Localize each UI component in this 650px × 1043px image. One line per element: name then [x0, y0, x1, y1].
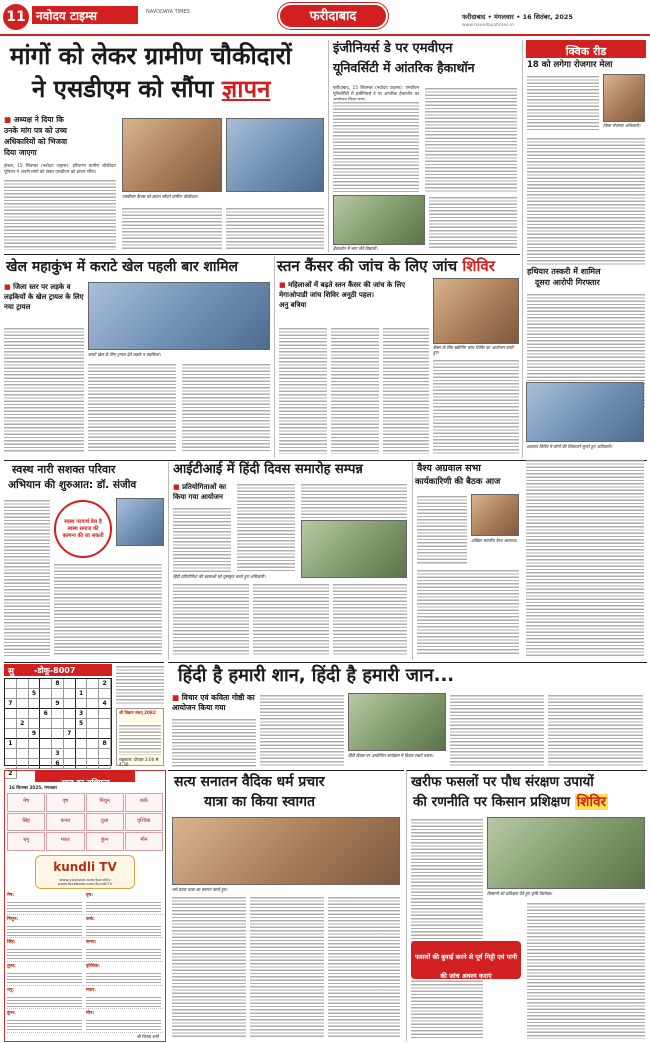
sudoku-cell: 8	[52, 679, 64, 689]
sudoku-cell	[17, 759, 29, 769]
quick-read-story1-body	[527, 74, 599, 132]
sudoku-cell: 4	[99, 699, 111, 709]
lead-subhead	[4, 114, 118, 158]
rashi-list-item	[7, 893, 84, 915]
sudoku-cell	[76, 699, 88, 709]
sudoku-cell	[87, 759, 99, 769]
rashi-name: मीन:	[86, 1011, 95, 1017]
sudoku-cell	[64, 719, 76, 729]
camp-body	[526, 458, 644, 656]
karate-body-2	[88, 362, 176, 452]
iit-body-1	[173, 506, 231, 572]
sudoku-cell	[64, 739, 76, 749]
sudoku-cell: 9	[52, 699, 64, 709]
rashi-text-lines	[7, 1018, 82, 1031]
quick-read-story1-body2	[527, 136, 645, 266]
sudoku-cell	[5, 729, 17, 739]
lead-byline: होडल, 15 सितम्बर (नवोदय टाइम्स): हरियाणा ग्रामीण चौकीदार यूनियन ने अपनी मांगों को लेकर एसडीएम को ज्ञापन सौंपा।	[4, 164, 116, 175]
rashi-name: धनु:	[7, 987, 15, 993]
masthead	[0, 0, 650, 36]
vaishya-story	[412, 462, 520, 660]
rashi-list-item	[86, 893, 163, 915]
divider-lower	[4, 662, 164, 663]
cancer-body-1	[279, 326, 327, 454]
lead-body-col2	[122, 206, 222, 250]
rashi-list-item	[86, 964, 163, 986]
rashi-list-item	[7, 964, 84, 986]
rashifal-footer: श्री विजय शर्मा	[136, 1034, 159, 1039]
rashi-cell: तुला	[86, 813, 124, 832]
sudoku-cell	[76, 679, 88, 689]
sudoku-block	[4, 664, 166, 777]
swasthya-body-1	[4, 498, 50, 656]
sudoku-cell	[64, 699, 76, 709]
sudoku-cell	[87, 709, 99, 719]
kundli-facebook[interactable]: www.facebook.com/KundliTV	[57, 881, 113, 886]
sudoku-cell: 7	[5, 699, 17, 709]
rashi-text-lines	[86, 995, 161, 1008]
kisan-headline-2	[413, 795, 608, 810]
quick-read-story1-title: 18 को लगेगा रोजगार मेला	[527, 60, 613, 70]
lead-photo-2	[226, 118, 324, 192]
lead-photo-caption: एसडीएम कैंपस को ज्ञापन सौंपते ग्रामीण चौकीदार।	[122, 194, 198, 199]
sudoku-cell	[17, 749, 29, 759]
sudoku-cell	[87, 699, 99, 709]
swasthya-quote-text: स्वस्थ परमार्थ डेस है स्वस्थ समाज की कल्पना की जा सकती	[62, 518, 104, 539]
officer-caption: जिला रोजगार अधिकारी।	[603, 123, 641, 128]
sudoku-cell	[99, 749, 111, 759]
quick-read-story2-title1: हथियार तस्करी में शामिल	[527, 267, 601, 276]
sudoku-cell	[64, 689, 76, 699]
hackathon-byline: फरीदाबाद, 15 सितम्बर (नवोदय टाइम्स): एमवीएन यूनिवर्सिटी में इंजीनियर्स डे पर आंतरिक हैकाथॉन का	[333, 86, 419, 97]
sudoku-cell: 2	[5, 769, 17, 779]
sudoku-cell	[5, 749, 17, 759]
sudoku-title: -डोकू-8007	[34, 666, 76, 675]
lead-story	[4, 40, 326, 252]
sudoku-cell: 6	[40, 709, 52, 719]
hackathon-body-3	[429, 195, 517, 250]
rashi-list-item	[7, 988, 84, 1010]
sudoku-cell	[5, 719, 17, 729]
rashi-name: मिथुन:	[7, 916, 19, 922]
sudoku-cell: 3	[76, 709, 88, 719]
rashi-text-lines	[7, 995, 82, 1008]
hackathon-photo	[333, 195, 425, 245]
hindi-day-story	[168, 662, 647, 768]
rashi-cell: वृश्चिक	[125, 813, 163, 832]
sudoku-cell	[87, 749, 99, 759]
sudoku-cell	[40, 689, 52, 699]
sudoku-cell	[17, 679, 29, 689]
brand-block	[32, 6, 138, 24]
rashi-name: मकर:	[86, 987, 96, 993]
rashi-list-item	[7, 1011, 84, 1033]
sudoku-cell	[29, 759, 41, 769]
sudoku-cell	[99, 759, 111, 769]
hackathon-headline-2: यूनिवर्सिटी में आंतरिक हैकाथॉन	[333, 60, 475, 75]
lead-body-col3	[226, 206, 324, 250]
karate-body-3	[182, 362, 270, 452]
sudoku-instructions	[116, 664, 164, 704]
sudoku-cell	[52, 719, 64, 729]
calendar-box	[116, 708, 164, 766]
iit-body-2	[237, 482, 295, 572]
iit-subhead: ■ प्रतियोगिताओं का किया गया आयोजन	[173, 483, 227, 501]
hindi-day-photo	[348, 693, 446, 751]
sudoku-cell	[87, 739, 99, 749]
sudoku-cell	[40, 759, 52, 769]
rashi-name: कुंभ:	[7, 1011, 16, 1017]
cancer-headline-main: स्तन कैंसर की जांच के लिए जांच	[277, 257, 463, 275]
rahukal: राहुकाल: दोपहर 3:00 से 4:30	[119, 757, 159, 767]
officer-photo	[603, 74, 645, 122]
calendar-title: श्री विक्रम संवत् 2082	[119, 710, 156, 715]
rashi-cell: कन्या	[46, 813, 84, 832]
vaishya-body-2	[417, 568, 519, 656]
dateline: फरीदाबाद • मंगलवार • 16 सितंबर, 2025	[462, 13, 573, 21]
sudoku-cell: 9	[29, 729, 41, 739]
kisan-body-2	[527, 901, 645, 1039]
sudoku-grid	[4, 678, 112, 777]
karate-headline: खेल महाकुंभ में कराटे खेल पहली बार शामिल	[6, 259, 239, 275]
hindi-day-body-4	[548, 693, 643, 767]
lead-headline-line2	[32, 76, 270, 102]
cancer-story	[274, 256, 520, 458]
iit-body-5	[253, 582, 329, 656]
satya-body-1	[172, 895, 246, 1039]
rashi-text-lines	[86, 900, 161, 913]
divider-karate	[4, 254, 520, 255]
sudoku-cell: 5	[29, 689, 41, 699]
sudoku-cell	[64, 759, 76, 769]
sudoku-cell	[64, 749, 76, 759]
sudoku-cell: 1	[5, 739, 17, 749]
sudoku-cell	[99, 689, 111, 699]
sudoku-cell	[87, 729, 99, 739]
iit-body-3	[301, 482, 407, 518]
rashi-cell: मीन	[125, 832, 163, 851]
iit-body-6	[333, 582, 407, 656]
swasthya-headline-2: अभियान की शुरुआत: डॉ. संजीव	[8, 479, 137, 491]
lead-photo-1	[122, 118, 222, 192]
sudoku-cell	[29, 709, 41, 719]
sudoku-header	[4, 664, 112, 676]
satya-headline-1: सत्य सनातन वैदिक धर्म प्रचार	[174, 774, 325, 790]
sudoku-cell	[40, 739, 52, 749]
hindi-day-body-2	[260, 693, 344, 767]
sudoku-cell: 2	[99, 679, 111, 689]
hindi-day-body-1	[172, 717, 256, 767]
sudoku-cell	[52, 689, 64, 699]
sudoku-cell	[5, 679, 17, 689]
sudoku-cell	[29, 699, 41, 709]
cancer-headline-highlight: शिविर	[462, 257, 495, 275]
sudoku-cell	[29, 739, 41, 749]
vaishya-caption: अखिल भारतीय वैश्य अग्रवाल।	[471, 538, 518, 543]
camp-caption: अदालत शिविर में लोगों की शिकायतें सुनते हुए अधिकारी।	[526, 444, 613, 449]
sudoku-cell	[29, 749, 41, 759]
sudoku-cell	[17, 739, 29, 749]
rashi-text-lines	[86, 924, 161, 937]
sudoku-cell	[87, 719, 99, 729]
rashi-list-item	[7, 917, 84, 939]
cancer-subhead-2: अनु बत्रिया	[279, 301, 307, 309]
cancer-headline	[277, 258, 495, 275]
sudoku-cell	[40, 719, 52, 729]
sudoku-cell	[5, 689, 17, 699]
rashi-grid	[7, 793, 163, 851]
rashi-name: वृष:	[86, 893, 94, 898]
swasthya-headline-1: स्वस्थ नारी सशक्त परिवार	[12, 463, 116, 476]
vaishya-headline-2: कार्यकारिणी की बैठक आज	[415, 477, 501, 487]
sudoku-cell: 2	[17, 719, 29, 729]
rashi-list-item	[86, 988, 163, 1010]
sudoku-cell	[76, 729, 88, 739]
sudoku-cell	[64, 709, 76, 719]
kisan-headline-main: की रणनीति पर किसान प्रशिक्षण	[413, 794, 575, 810]
lead-body-col1	[4, 178, 116, 250]
satya-body-2	[250, 895, 324, 1039]
satya-photo	[172, 817, 400, 885]
kundli-logo	[35, 855, 135, 889]
lead-headline-highlight: ज्ञापन	[221, 75, 271, 103]
sudoku-cell	[40, 749, 52, 759]
hackathon-headline-1: इंजीनियर्स डे पर एमवीएन	[333, 41, 453, 56]
vaishya-body-1	[417, 494, 467, 564]
lead-headline-main: ने एसडीएम को सौंपा	[32, 75, 222, 103]
rashi-list	[7, 893, 163, 1033]
hackathon-story	[328, 40, 520, 252]
page-number-badge: 11	[3, 4, 29, 30]
rashi-cell: मकर	[46, 832, 84, 851]
cancer-caption: कैंसर के लिए स्क्रीनिंग जांच शिविर का आयोजन करते हुए।	[433, 345, 514, 355]
sudoku-cell	[52, 739, 64, 749]
cancer-body-3	[383, 326, 429, 454]
lead-headline-line1: मांगों को लेकर ग्रामीण चौकीदारों	[10, 42, 292, 70]
rashifal-block	[4, 770, 166, 1042]
karate-story	[4, 256, 272, 458]
sudoku-badge: सु	[8, 667, 15, 677]
kisan-photo	[487, 817, 645, 889]
kundli-youtube[interactable]: www.youtube.com/kundlitv	[59, 877, 111, 882]
satya-caption: धर्म प्रचार यात्रा का स्वागत करते हुए।	[172, 887, 228, 892]
rashi-cell: मिथुन	[86, 793, 124, 812]
rashi-cell: वृष	[46, 793, 84, 812]
cancer-subhead: ■ महिलाओं में बढ़ते स्तन कैंसर की जांच के लिए मेगाओपाडी जांच शिविर अनूठी पहल। अनु बत्रिया	[279, 280, 429, 310]
swasthya-photo	[116, 498, 164, 546]
sudoku-cell: 8	[99, 739, 111, 749]
kisan-caption: किसानों को प्रशिक्षण देते हुए कृषि विशेषज्ञ।	[487, 891, 553, 896]
rashi-name: सिंह:	[7, 940, 16, 946]
satya-story	[168, 770, 404, 1042]
karate-body-1	[4, 326, 84, 452]
brand-name: नवोदय टाइम्स	[36, 9, 98, 23]
rashi-text-lines	[7, 971, 82, 984]
calendar-body	[119, 723, 161, 755]
sudoku-cell	[29, 679, 41, 689]
sudoku-cell	[76, 749, 88, 759]
rashifal-title-bar	[35, 770, 135, 787]
kisan-story	[406, 770, 647, 1042]
sudoku-cell	[40, 729, 52, 739]
sudoku-cell: 5	[76, 719, 88, 729]
cancer-body-2	[331, 326, 379, 454]
sudoku-cell	[17, 689, 29, 699]
sudoku-cell	[5, 709, 17, 719]
sudoku-cell	[29, 719, 41, 729]
kisan-headline-1: खरीफ फसलों पर पौध संरक्षण उपायों	[411, 774, 594, 790]
cancer-body-4	[433, 358, 519, 454]
sudoku-cell	[76, 759, 88, 769]
rashi-cell: धनु	[7, 832, 45, 851]
satya-body-3	[328, 895, 400, 1039]
rashi-cell: कर्क	[125, 793, 163, 812]
swasthya-story	[4, 462, 166, 660]
sudoku-cell	[87, 679, 99, 689]
sudoku-cell	[17, 729, 29, 739]
hackathon-caption: हैकाथॉन में भाग लेते विद्यार्थी।	[333, 246, 378, 251]
sudoku-cell	[17, 699, 29, 709]
rashi-cell: मेष	[7, 793, 45, 812]
quick-read-story2-title2: दूसरा आरोपी गिरफ्तार	[535, 278, 600, 287]
rashi-cell: सिंह	[7, 813, 45, 832]
quick-read-title: क्विक रीड	[565, 45, 607, 58]
vaishya-photo	[471, 494, 519, 536]
iit-body-4	[173, 582, 249, 656]
karate-caption: कराटे खेल के लिए ट्रायल देते लड़के व लड़कियां।	[88, 352, 161, 357]
sudoku-cell	[52, 709, 64, 719]
karate-photo	[88, 282, 270, 350]
kisan-quote-text: फसलों की बुवाई करने से पूर्व मिट्टी एवं पानी की जांच अवश्य कराएं	[415, 953, 517, 980]
rashi-name: तुला:	[7, 963, 16, 969]
iit-headline: आईटीआई में हिंदी दिवस समारोह सम्पन्न	[173, 462, 363, 477]
hindi-day-body-3	[450, 693, 544, 767]
sudoku-cell: 6	[52, 759, 64, 769]
rashi-text-lines	[7, 924, 82, 937]
city-tab	[278, 3, 388, 29]
hackathon-body-2	[425, 86, 517, 192]
sudoku-cell	[99, 729, 111, 739]
sudoku-cell	[76, 739, 88, 749]
sudoku-cell	[52, 729, 64, 739]
karate-subhead: ■ जिला स्तर पर लड़के व लड़कियों के खेल ट्रायल के लिए नया ट्रायल	[4, 283, 84, 311]
city-name: फरीदाबाद	[309, 9, 357, 24]
rashi-name: मेष:	[7, 893, 15, 898]
sudoku-cell	[5, 759, 17, 769]
rashifal-title: आज का राशिफल	[60, 778, 110, 787]
sudoku-cell	[99, 719, 111, 729]
rashi-name: कर्क:	[86, 916, 95, 922]
rashi-list-item	[7, 940, 84, 962]
rashifal-date: 16 सितम्बर 2025, मंगलवार	[9, 785, 58, 790]
rashi-list-item	[86, 940, 163, 962]
brand-subtitle: NAVODAYA TIMES	[146, 9, 190, 15]
rashi-text-lines	[86, 1018, 161, 1031]
rashi-text-lines	[86, 947, 161, 960]
website: www.navodayatimes.in	[462, 23, 515, 28]
rashi-text-lines	[7, 947, 82, 960]
hindi-day-caption: हिंदी दिवस पर आयोजित कार्यक्रम में विचार रखते वक्ता।	[348, 753, 434, 758]
sudoku-cell: 3	[52, 749, 64, 759]
cancer-photo	[433, 278, 519, 344]
rashi-text-lines	[7, 900, 82, 913]
swasthya-body-2	[54, 562, 162, 656]
kundli-brand: kundli TV	[53, 860, 117, 874]
lead-sub-line3: अधिकारियों को भिजवा	[4, 137, 68, 146]
iit-caption: हिंदी प्रतियोगिता की छात्राओं को पुरस्कृत करते हुए अधिकारी।	[173, 574, 266, 579]
camp-story	[522, 380, 647, 660]
hackathon-body-1	[333, 100, 419, 192]
rashi-name: कन्या:	[86, 940, 97, 946]
rashi-list-item	[86, 917, 163, 939]
lead-sub-line4: दिया जाएगा	[4, 148, 37, 157]
hindi-day-subhead: ■ विचार एवं कविता गोष्ठी का आयोजन किया गया	[172, 693, 255, 712]
lead-sub-line1: ■ अध्यक्ष ने दिया कि	[4, 115, 64, 124]
satya-headline-2: यात्रा का किया स्वागत	[204, 794, 315, 810]
kisan-headline-highlight: शिविर	[576, 794, 606, 810]
vaishya-headline-1: वैश्य अग्रवाल सभा	[417, 463, 481, 474]
quick-read-banner	[526, 40, 646, 58]
sudoku-cell: 7	[64, 729, 76, 739]
kisan-quote	[411, 941, 521, 979]
sudoku-cell	[64, 679, 76, 689]
rashi-text-lines	[86, 971, 161, 984]
lead-sub-line2: उनके मांग पत्र को उच्च	[4, 126, 67, 135]
sudoku-cell	[40, 679, 52, 689]
rashi-name: वृश्चिक:	[86, 963, 100, 969]
sudoku-cell	[40, 699, 52, 709]
iit-photo	[301, 520, 407, 578]
sudoku-cell: 1	[76, 689, 88, 699]
swasthya-quote	[54, 500, 112, 558]
rashi-list-item	[86, 1011, 163, 1033]
rashi-cell: कुंभ	[86, 832, 124, 851]
sudoku-cell	[99, 709, 111, 719]
sudoku-cell	[87, 689, 99, 699]
camp-photo	[526, 382, 644, 442]
sudoku-cell	[17, 709, 29, 719]
kisan-body-1	[411, 817, 483, 1039]
iit-story	[168, 462, 410, 660]
hindi-day-headline: हिंदी है हमारी शान, हिंदी है हमारी जान...	[178, 665, 455, 686]
